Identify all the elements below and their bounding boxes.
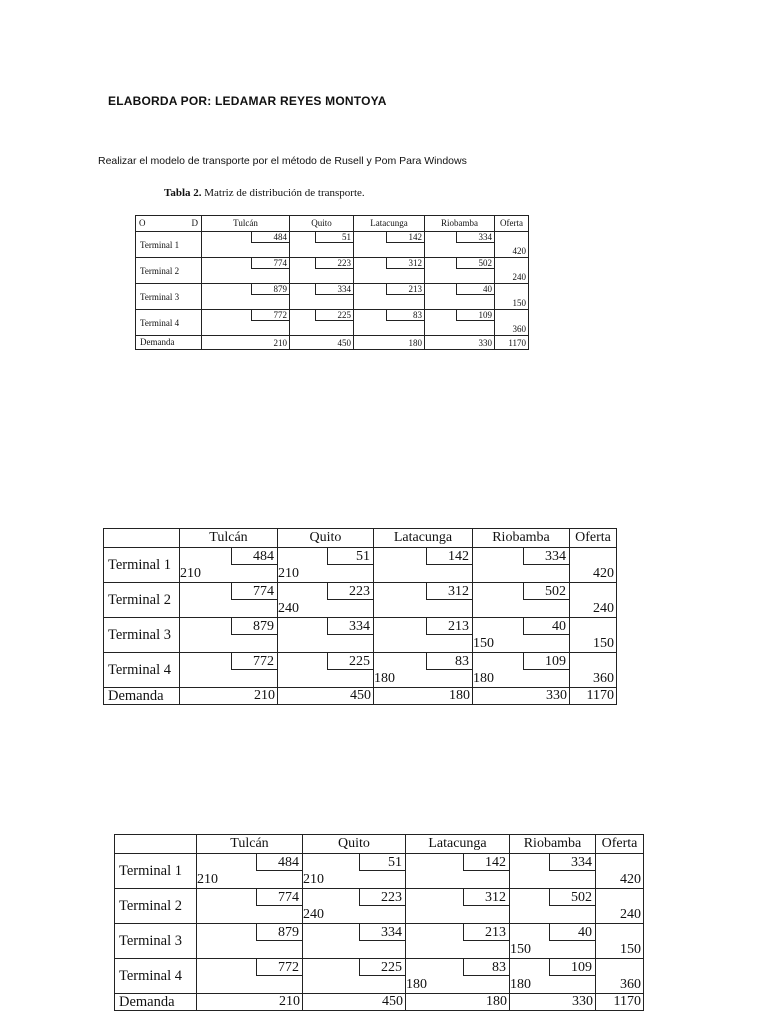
row-label-cell	[136, 310, 202, 336]
cell	[197, 924, 303, 959]
demand-label: Demanda	[140, 337, 175, 347]
demand-cell	[406, 994, 510, 1011]
total-value: 1170	[508, 338, 526, 348]
cost-box: 51	[359, 854, 405, 871]
demand-value: 450	[350, 688, 371, 703]
row-label: Terminal 1	[119, 863, 183, 879]
cost-box: 213	[426, 618, 472, 635]
allocation-value: 210	[180, 566, 201, 581]
cell	[374, 653, 473, 688]
supply-cell	[596, 889, 644, 924]
cell	[290, 310, 354, 336]
supply-value: 240	[593, 601, 614, 616]
demand-cell	[290, 336, 354, 350]
table-row	[104, 653, 617, 688]
cell	[425, 232, 495, 258]
cost-box: 40	[456, 284, 494, 295]
cost-box: 40	[523, 618, 569, 635]
cost-box: 223	[359, 889, 405, 906]
cell	[278, 583, 374, 618]
col-header: Riobamba	[510, 835, 596, 854]
row-label: Terminal 1	[140, 240, 180, 250]
cell	[290, 284, 354, 310]
total-cell	[570, 688, 617, 705]
row-label: Terminal 3	[140, 292, 180, 302]
cost-box: 312	[463, 889, 509, 906]
cell	[425, 284, 495, 310]
cost-box: 83	[426, 653, 472, 670]
cell	[406, 924, 510, 959]
cost-box: 879	[251, 284, 289, 295]
demand-cell	[374, 688, 473, 705]
demand-value: 330	[572, 994, 593, 1009]
row-label: Terminal 3	[108, 627, 172, 643]
cell	[180, 548, 278, 583]
row-label-cell	[136, 258, 202, 284]
supply-cell	[570, 583, 617, 618]
col-header: Riobamba	[425, 216, 495, 232]
supply-value: 240	[620, 907, 641, 922]
cost-box: 51	[315, 232, 353, 243]
demand-value: 450	[337, 338, 351, 348]
supply-value: 150	[512, 298, 526, 308]
row-label: Terminal 2	[119, 898, 183, 914]
supply-cell	[495, 284, 529, 310]
col-header: Tulcán	[202, 216, 290, 232]
cell	[473, 653, 570, 688]
cost-box: 213	[386, 284, 424, 295]
supply-value: 420	[512, 246, 526, 256]
cost-box: 109	[549, 959, 595, 976]
demand-row	[115, 994, 644, 1011]
col-header: Quito	[303, 835, 406, 854]
supply-cell	[570, 653, 617, 688]
col-header: Oferta	[495, 216, 529, 232]
cost-box: 83	[463, 959, 509, 976]
cost-box: 142	[386, 232, 424, 243]
cost-box: 502	[523, 583, 569, 600]
supply-value: 360	[593, 671, 614, 686]
col-header: Tulcán	[180, 529, 278, 548]
col-header: Oferta	[570, 529, 617, 548]
supply-value: 360	[620, 977, 641, 992]
table-row	[115, 854, 644, 889]
cell	[197, 959, 303, 994]
cell	[303, 889, 406, 924]
col-header: Quito	[278, 529, 374, 548]
allocation-value: 210	[197, 872, 218, 887]
cost-box: 484	[231, 548, 277, 565]
cost-box: 334	[549, 854, 595, 871]
allocation-value: 240	[278, 601, 299, 616]
cost-box: 772	[231, 653, 277, 670]
row-label-cell	[115, 959, 197, 994]
cell	[406, 889, 510, 924]
total-cell	[495, 336, 529, 350]
cell	[374, 618, 473, 653]
cell	[354, 232, 425, 258]
col-header: Latacunga	[406, 835, 510, 854]
cost-box: 223	[327, 583, 373, 600]
demand-row	[136, 336, 529, 350]
cost-matrix-table	[135, 215, 529, 350]
table-row	[136, 258, 529, 284]
row-label-cell	[136, 232, 202, 258]
supply-value: 150	[593, 636, 614, 651]
demand-value: 180	[408, 338, 422, 348]
cost-box: 484	[251, 232, 289, 243]
cost-box: 502	[549, 889, 595, 906]
supply-cell	[495, 310, 529, 336]
row-label-cell	[136, 336, 202, 350]
row-label: Terminal 4	[140, 318, 180, 328]
allocation-value: 210	[278, 566, 299, 581]
supply-value: 420	[620, 872, 641, 887]
cost-box: 334	[523, 548, 569, 565]
col-header: Latacunga	[354, 216, 425, 232]
table-caption	[164, 187, 365, 199]
supply-value: 150	[620, 942, 641, 957]
supply-cell	[495, 258, 529, 284]
demand-value: 210	[254, 688, 275, 703]
allocation-value: 210	[303, 872, 324, 887]
cost-box: 772	[251, 310, 289, 321]
col-header: Riobamba	[473, 529, 570, 548]
row-label: Terminal 4	[119, 968, 183, 984]
cell	[303, 924, 406, 959]
demand-cell	[425, 336, 495, 350]
demand-cell	[202, 336, 290, 350]
cell	[510, 854, 596, 889]
col-header: Tulcán	[197, 835, 303, 854]
caption-text: Matriz de distribución de transporte.	[204, 187, 365, 199]
cell	[425, 310, 495, 336]
corner-cell	[136, 216, 202, 232]
row-label: Terminal 4	[108, 662, 172, 678]
table-row	[104, 618, 617, 653]
supply-cell	[596, 854, 644, 889]
total-cell	[596, 994, 644, 1011]
demand-value: 180	[486, 994, 507, 1009]
cost-box: 225	[315, 310, 353, 321]
cell	[290, 258, 354, 284]
total-value: 1170	[586, 688, 614, 703]
supply-value: 420	[593, 566, 614, 581]
cell	[290, 232, 354, 258]
demand-label: Demanda	[119, 994, 175, 1010]
row-label-cell	[115, 889, 197, 924]
demand-cell	[303, 994, 406, 1011]
cost-box: 142	[463, 854, 509, 871]
table-row	[115, 959, 644, 994]
row-label-cell	[115, 994, 197, 1011]
cost-box: 51	[327, 548, 373, 565]
table-row	[104, 583, 617, 618]
cell	[510, 889, 596, 924]
supply-cell	[570, 618, 617, 653]
cell	[354, 284, 425, 310]
cost-box: 109	[456, 310, 494, 321]
cell	[180, 618, 278, 653]
cell	[278, 548, 374, 583]
col-header: Quito	[290, 216, 354, 232]
cell	[197, 854, 303, 889]
cell	[406, 854, 510, 889]
cost-box: 334	[315, 284, 353, 295]
cost-box: 312	[426, 583, 472, 600]
row-label-cell	[104, 548, 180, 583]
row-label-cell	[104, 688, 180, 705]
cell	[473, 618, 570, 653]
allocation-value: 180	[473, 671, 494, 686]
cell	[406, 959, 510, 994]
demand-cell	[180, 688, 278, 705]
cost-box: 225	[327, 653, 373, 670]
cell	[278, 618, 374, 653]
demand-label: Demanda	[108, 688, 164, 704]
row-label-cell	[104, 583, 180, 618]
allocation-value: 180	[374, 671, 395, 686]
col-header: Oferta	[596, 835, 644, 854]
demand-row	[104, 688, 617, 705]
cost-box: 879	[231, 618, 277, 635]
cost-box: 109	[523, 653, 569, 670]
cell	[473, 583, 570, 618]
caption-number: Tabla 2.	[164, 187, 202, 199]
cost-box: 225	[359, 959, 405, 976]
instruction-text: Realizar el modelo de transporte por el método de Rusell y Pom Para Windows	[98, 155, 467, 167]
demand-cell	[510, 994, 596, 1011]
cost-box: 774	[256, 889, 302, 906]
cell	[197, 889, 303, 924]
cost-box: 213	[463, 924, 509, 941]
cell	[180, 653, 278, 688]
demand-value: 450	[382, 994, 403, 1009]
cell	[303, 959, 406, 994]
cost-box: 40	[549, 924, 595, 941]
cell	[202, 310, 290, 336]
cell	[425, 258, 495, 284]
cost-box: 223	[315, 258, 353, 269]
allocation-value: 180	[406, 977, 427, 992]
row-label: Terminal 3	[119, 933, 183, 949]
cost-box: 772	[256, 959, 302, 976]
cost-box: 334	[456, 232, 494, 243]
destination-label: D	[191, 218, 198, 228]
cell	[354, 310, 425, 336]
cell	[510, 959, 596, 994]
origin-label: O	[139, 218, 146, 228]
demand-value: 180	[449, 688, 470, 703]
allocation-value: 150	[473, 636, 494, 651]
table-row	[104, 548, 617, 583]
supply-value: 240	[512, 272, 526, 282]
table-row	[115, 924, 644, 959]
demand-cell	[354, 336, 425, 350]
table-row	[136, 284, 529, 310]
corner-cell	[104, 529, 180, 548]
cell	[202, 258, 290, 284]
row-label-cell	[115, 924, 197, 959]
solution-table	[103, 528, 617, 705]
row-label: Terminal 2	[140, 266, 180, 276]
table-row	[136, 232, 529, 258]
solution-table-copy	[114, 834, 644, 1011]
allocation-value: 240	[303, 907, 324, 922]
row-label-cell	[115, 854, 197, 889]
cost-box: 879	[256, 924, 302, 941]
table-row	[136, 310, 529, 336]
cost-box: 774	[231, 583, 277, 600]
table-row	[115, 889, 644, 924]
demand-value: 210	[279, 994, 300, 1009]
supply-value: 360	[512, 324, 526, 334]
total-value: 1170	[613, 994, 641, 1009]
cell	[278, 653, 374, 688]
allocation-value: 150	[510, 942, 531, 957]
cell	[374, 548, 473, 583]
cell	[202, 232, 290, 258]
supply-cell	[570, 548, 617, 583]
cell	[303, 854, 406, 889]
cell	[473, 548, 570, 583]
supply-cell	[495, 232, 529, 258]
cell	[510, 924, 596, 959]
demand-cell	[197, 994, 303, 1011]
demand-cell	[278, 688, 374, 705]
cost-box: 502	[456, 258, 494, 269]
cell	[180, 583, 278, 618]
cost-box: 83	[386, 310, 424, 321]
cost-box: 774	[251, 258, 289, 269]
row-label-cell	[136, 284, 202, 310]
cost-box: 334	[327, 618, 373, 635]
row-label-cell	[104, 618, 180, 653]
supply-cell	[596, 924, 644, 959]
author-line: ELABORDA POR: LEDAMAR REYES MONTOYA	[108, 94, 387, 108]
cell	[354, 258, 425, 284]
row-label: Terminal 2	[108, 592, 172, 608]
demand-cell	[473, 688, 570, 705]
supply-cell	[596, 959, 644, 994]
cost-box: 312	[386, 258, 424, 269]
corner-cell	[115, 835, 197, 854]
cell	[374, 583, 473, 618]
demand-value: 330	[478, 338, 492, 348]
allocation-value: 180	[510, 977, 531, 992]
demand-value: 210	[273, 338, 287, 348]
cell	[202, 284, 290, 310]
row-label: Terminal 1	[108, 557, 172, 573]
row-label-cell	[104, 653, 180, 688]
col-header: Latacunga	[374, 529, 473, 548]
cost-box: 484	[256, 854, 302, 871]
demand-value: 330	[546, 688, 567, 703]
cost-box: 142	[426, 548, 472, 565]
cost-box: 334	[359, 924, 405, 941]
